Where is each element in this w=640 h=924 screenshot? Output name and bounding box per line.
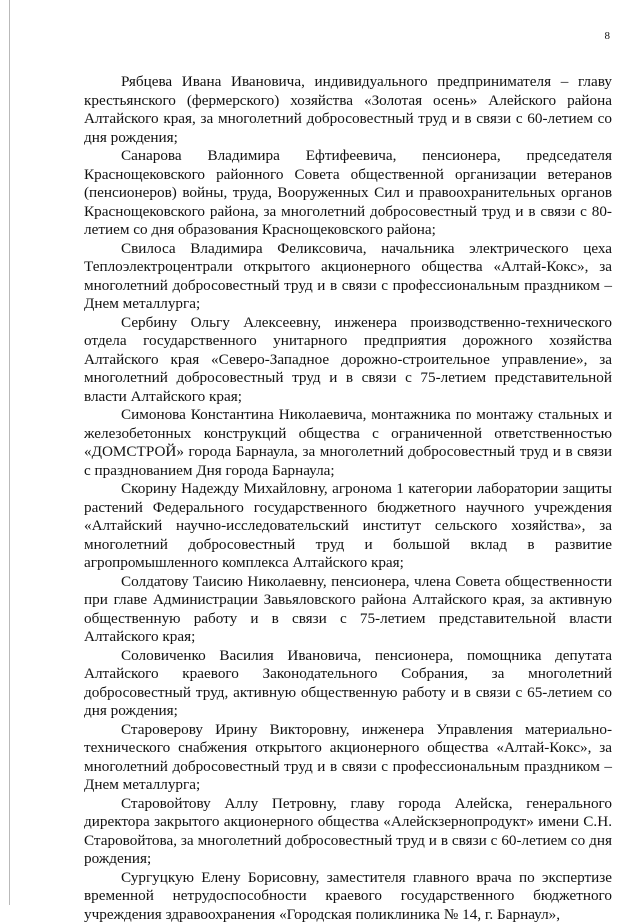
award-paragraph-staroverova: Староверову Ирину Викторовну, инженера Управления материально-технического снабжения открытого акционерного общества «Алтай-Кокс», за многолетний добросовестный труд и в связи с профессиональным праздником – Днем металлурга; [84,721,612,795]
award-paragraph-soldatova: Солдатову Таисию Николаевну, пенсионера, члена Совета общественности при главе Администрации Завьяловского района Алтайского края, за активную общественную работу и в связи с 75-летием представительной власти Алтайского края; [84,573,612,647]
award-paragraph-starovoitova: Старовойтову Аллу Петровну, главу города Алейска, генерального директора закрытого акционерного общества «Алейскзернопродукт» имени С.Н. Старовойтова, за многолетний добросовестный труд и в связи с 60-летием со дня рождения; [84,795,612,869]
award-list [84,73,612,924]
award-paragraph-sanarov: Санарова Владимира Ефтифеевича, пенсионера, председателя Краснощековского районного Совета общественной организации ветеранов (пенсионеров) войны, труда, Вооруженных Сил и правоохранительных органов Краснощековского района, за многолетний добросовестный труд и в связи с 80-летием со дня образования Краснощековского района; [84,147,612,240]
award-paragraph-simonov: Симонова Константина Николаевича, монтажника по монтажу стальных и железобетонных конструкций общества с ограниченной ответственностью «ДОМСТРОЙ» города Барнаула, за многолетний добросовестный труд и в связи с празднованием Дня города Барнаула; [84,406,612,480]
award-paragraph-riabtsev: Рябцева Ивана Ивановича, индивидуального предпринимателя – главу крестьянского (фермерского) хозяйства «Золотая осень» Алейского района Алтайского края, за многолетний добросовестный труд и в связи с 60-летием со дня рождения; [84,73,612,147]
award-paragraph-svilos: Свилоса Владимира Феликсовича, начальника электрического цеха Теплоэлектроцентрали открытого акционерного общества «Алтай-Кокс», за многолетний добросовестный труд и в связи с профессиональным праздником – Днем металлурга; [84,240,612,314]
award-paragraph-serbina: Сербину Ольгу Алексеевну, инженера производственно-технического отдела государственного унитарного предприятия дорожного хозяйства Алтайского края «Северо-Западное дорожно-строительное управление», за многолетний добросовестный труд и в связи с 75-летием представительной власти Алтайского края; [84,314,612,407]
award-paragraph-solovichenko: Соловиченко Василия Ивановича, пенсионера, помощника депутата Алтайского краевого Законодательного Собрания, за многолетний добросовестный труд, активную общественную работу и в связи с 65-летием со дня рождения; [84,647,612,721]
page-number: 8 [605,30,611,42]
scan-edge-line [9,0,10,905]
award-paragraph-skorina: Скорину Надежду Михайловну, агронома 1 категории лаборатории защиты растений Федерального государственного бюджетного научного учреждения «Алтайский научно-исследовательский институт сельского хозяйства», за многолетний добросовестный труд и большой вклад в развитие агропромышленного комплекса Алтайского края; [84,480,612,573]
award-paragraph-surgutskaya: Сургуцкую Елену Борисовну, заместителя главного врача по экспертизе временной нетрудоспособности краевого государственного бюджетного учреждения здравоохранения «Городская поликлиника № 14, г. Барнаул», [84,869,612,924]
